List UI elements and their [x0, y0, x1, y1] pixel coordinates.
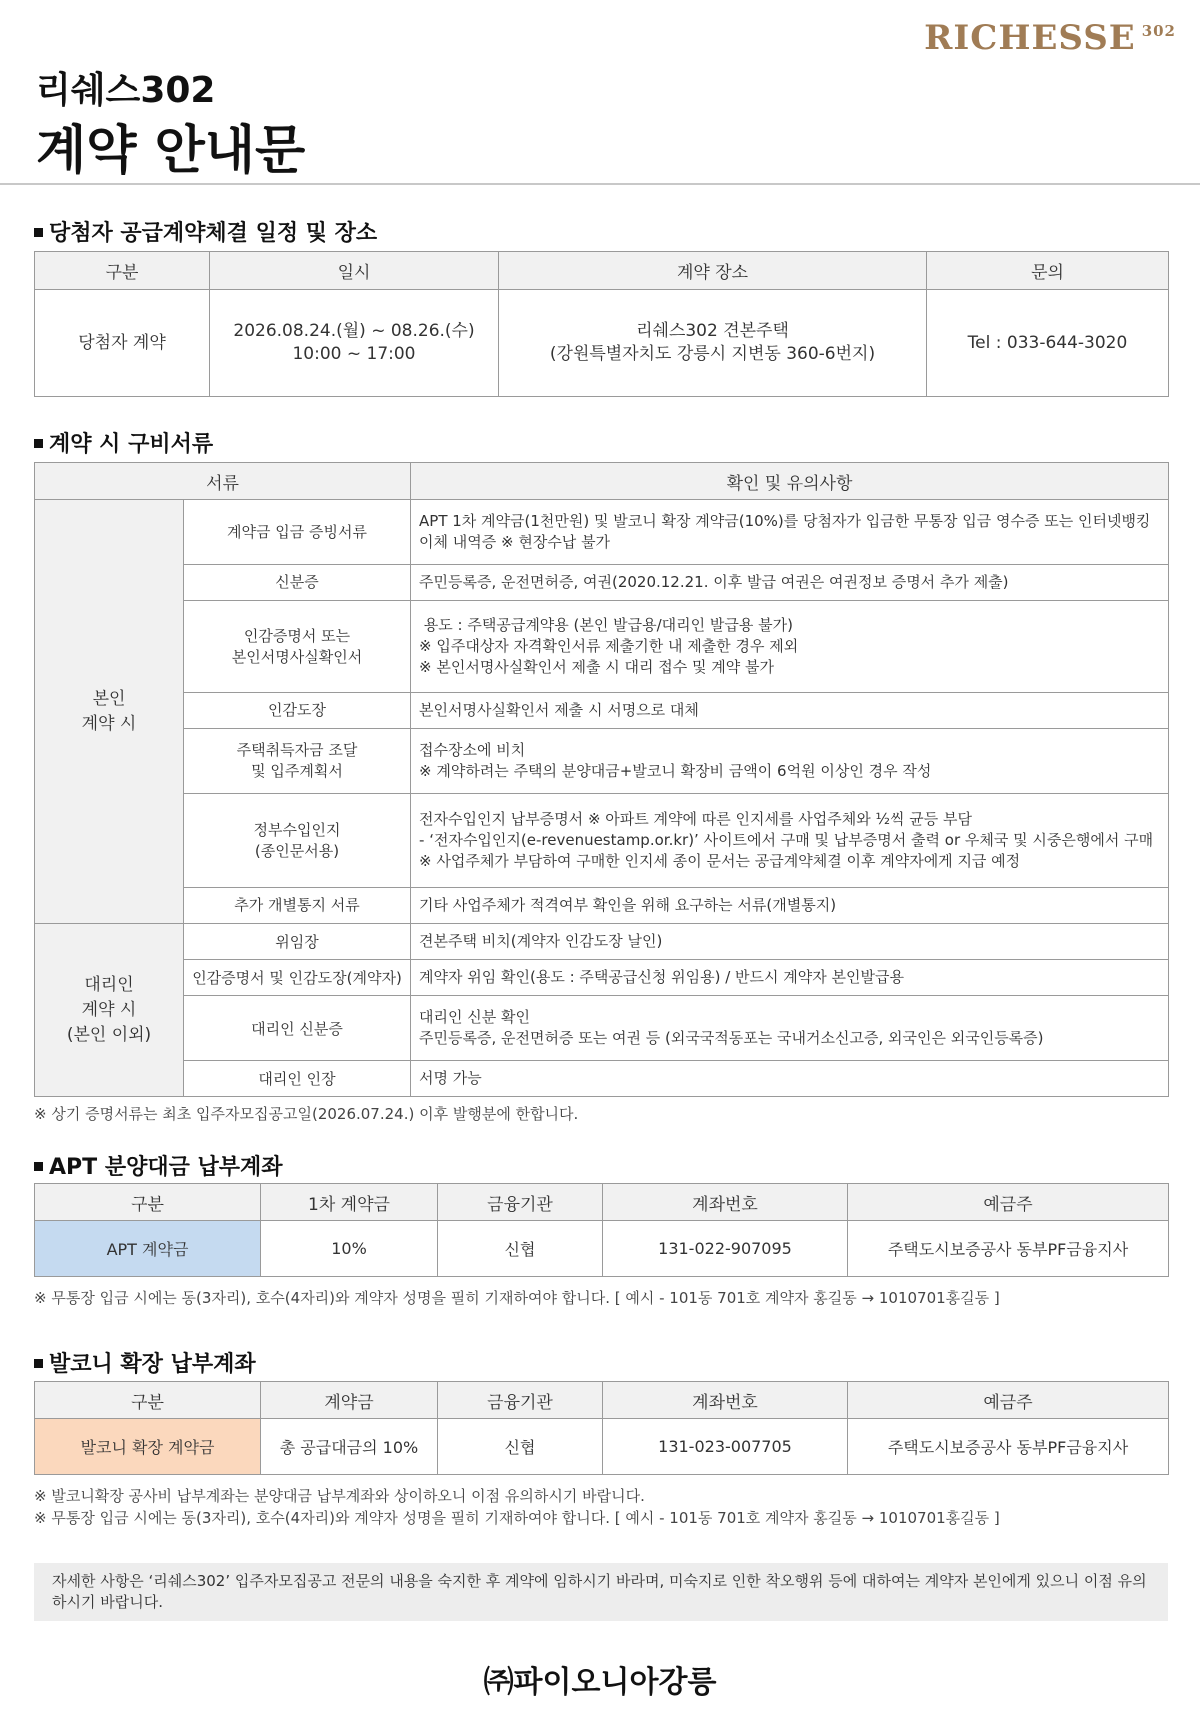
docs-table [34, 462, 1169, 1097]
square-bullet-icon [34, 1359, 43, 1368]
doc-note-line: ※ 본인서명사실확인서 제출 시 대리 접수 및 계약 불가 [419, 658, 775, 676]
schedule-header: 문의 [927, 252, 1169, 290]
apt-account-heading-text: APT 분양대금 납부계좌 [49, 1155, 283, 1180]
page-title-line1: 리쉐스302 [36, 70, 216, 111]
table-row [35, 794, 1169, 888]
table-row [35, 996, 1169, 1061]
balcony-account-notes [34, 1485, 1000, 1529]
schedule-header: 일시 [210, 252, 499, 290]
doc-note-line: - ‘전자수입인지(e-revenuestamp.or.kr)’ 사이트에서 구매 및 납부증명서 출력 or 우체국 및 시중은행에서 구매 [419, 831, 1154, 849]
doc-note-line: 주민등록증, 운전면허증 또는 여권 등 (외국국적동포는 국내거소신고증, 외국인은 외국인등록증) [419, 1029, 1044, 1047]
apt-account-header: 예금주 [848, 1184, 1169, 1221]
apt-account-header: 계좌번호 [603, 1184, 848, 1221]
doc-name [184, 794, 411, 888]
doc-note-line: ※ 입주대상자 자격확인서류 제출기한 내 제출한 경우 제외 [419, 637, 799, 655]
apt-account-header: 금융기관 [438, 1184, 603, 1221]
balcony-account-number[interactable]: 131-023-007705 [603, 1419, 848, 1475]
balcony-account-note: ※ 무통장 입금 시에는 동(3자리), 호수(4자리)와 계약자 성명을 필히 기재하여야 합니다. [ 예시 - 101동 701호 계약자 홍길동 → 1010701홍길동 ] [34, 1509, 1000, 1527]
doc-name [184, 693, 411, 729]
schedule-contact: Tel : 033-644-3020 [927, 290, 1169, 397]
doc-note [411, 729, 1169, 794]
company-name: ㈜파이오니아강릉 [483, 1665, 717, 1700]
balcony-account-bank: 신협 [438, 1419, 603, 1475]
schedule-header: 구분 [35, 252, 210, 290]
doc-note-line: ※ 사업주체가 부담하여 구매한 인지세 종이 문서는 공급계약체결 이후 계약자에게 지급 예정 [419, 852, 1021, 870]
apt-account-holder: 주택도시보증공사 동부PF금융지사 [848, 1221, 1169, 1277]
apt-account-header: 1차 계약금 [261, 1184, 438, 1221]
docs-header: 서류 [35, 463, 411, 500]
schedule-header: 계약 장소 [499, 252, 927, 290]
doc-note [411, 960, 1169, 996]
brand-sup: 302 [1141, 22, 1176, 40]
title-divider [0, 183, 1200, 185]
doc-note-line: 접수장소에 비치 [419, 741, 526, 759]
schedule-time-line: 10:00 ~ 17:00 [292, 344, 416, 364]
balcony-account-header: 예금주 [848, 1382, 1169, 1419]
doc-name-line: 본인서명사실확인서 [231, 647, 363, 666]
doc-note-line: 서명 가능 [419, 1069, 482, 1087]
doc-name-line: 신분증 [275, 573, 319, 591]
apt-account-heading [34, 1150, 283, 1181]
doc-note [411, 601, 1169, 693]
table-row [35, 693, 1169, 729]
doc-note [411, 794, 1169, 888]
docs-group-label: 계약 시 [81, 999, 137, 1020]
doc-note-line: 견본주택 비치(계약자 인감도장 날인) [419, 932, 663, 950]
doc-note-line: 용도 : 주택공급계약용 (본인 발급용/대리인 발급용 불가) [419, 616, 793, 634]
balcony-account-note: ※ 발코니확장 공사비 납부계좌는 분양대금 납부계좌와 상이하오니 이점 유의하시기 바랍니다. [34, 1487, 645, 1505]
doc-note [411, 996, 1169, 1061]
table-row [35, 601, 1169, 693]
doc-note-line: 계약자 위임 확인(용도 : 주택공급신청 위임용) / 반드시 계약자 본인발급용 [419, 968, 904, 986]
doc-name [184, 601, 411, 693]
doc-note-line: 기타 사업주체가 적격여부 확인을 위해 요구하는 서류(개별통지) [419, 896, 837, 914]
docs-header: 확인 및 유의사항 [411, 463, 1169, 500]
docs-group-self [35, 500, 184, 924]
apt-account-number[interactable]: 131-022-907095 [603, 1221, 848, 1277]
balcony-account-header: 금융기관 [438, 1382, 603, 1419]
balcony-account-header: 구분 [35, 1382, 261, 1419]
doc-name-line: 정부수입인지 [253, 820, 341, 839]
balcony-account-heading-text: 발코니 확장 납부계좌 [49, 1352, 256, 1377]
balcony-account-heading [34, 1347, 256, 1378]
doc-name-line: 및 입주계획서 [251, 762, 343, 780]
table-row [35, 888, 1169, 924]
doc-note-line: 전자수입인지 납부증명서 ※ 아파트 계약에 따른 인지세를 사업주체와 ½씩 균등 부담 [419, 810, 972, 828]
doc-note-line: ※ 계약하려는 주택의 분양대금+발코니 확장비 금액이 6억원 이상인 경우 작성 [419, 762, 932, 780]
doc-note-line: 대리인 신분 확인 [419, 1008, 530, 1026]
doc-name-line: 주택취득자금 조달 [236, 741, 358, 759]
balcony-account-rate: 총 공급대금의 10% [261, 1419, 438, 1475]
square-bullet-icon [34, 228, 43, 237]
schedule-place-line: 리쉐스302 견본주택 [636, 321, 789, 341]
balcony-account-header: 계약금 [261, 1382, 438, 1419]
doc-note-line: 본인서명사실확인서 제출 시 서명으로 대체 [419, 701, 699, 719]
doc-name-line: 인감증명서 또는 [243, 626, 351, 645]
docs-group-label: 본인 [92, 688, 126, 709]
balcony-account-holder: 주택도시보증공사 동부PF금융지사 [848, 1419, 1169, 1475]
docs-group-proxy [35, 924, 184, 1097]
page-title-line2: 계약 안내문 [36, 121, 306, 181]
schedule-heading [34, 216, 377, 247]
table-row [35, 1061, 1169, 1097]
doc-name-line: (종인문서용) [254, 841, 340, 860]
brand-logo [924, 18, 1176, 58]
balcony-account-table [34, 1381, 1169, 1475]
doc-note [411, 500, 1169, 565]
doc-name [184, 729, 411, 794]
docs-group-label: 대리인 [84, 974, 134, 995]
table-row [35, 500, 1169, 565]
doc-note [411, 693, 1169, 729]
schedule-heading-text: 당첨자 공급계약체결 일정 및 장소 [49, 221, 378, 246]
apt-account-type: APT 계약금 [35, 1221, 261, 1277]
doc-note [411, 924, 1169, 960]
doc-name: 대리인 신분증 [184, 996, 411, 1061]
schedule-address-line: (강원특별자치도 강릉시 지변동 360-6번지) [549, 344, 876, 364]
table-row [35, 924, 1169, 960]
doc-note-line: 주민등록증, 운전면허증, 여권(2020.12.21. 이후 발급 여권은 여권정보 증명서 추가 제출) [419, 573, 1009, 591]
table-row [35, 565, 1169, 601]
balcony-account-header: 계좌번호 [603, 1382, 848, 1419]
balcony-account-type: 발코니 확장 계약금 [35, 1419, 261, 1475]
doc-name-line: 인감도장 [268, 701, 326, 719]
docs-group-label: 계약 시 [81, 713, 137, 734]
doc-note [411, 888, 1169, 924]
brand-name: RICHESSE [924, 18, 1136, 58]
doc-name: 인감증명서 및 인감도장(계약자) [184, 960, 411, 996]
schedule-date-line: 2026.08.24.(월) ~ 08.26.(수) [233, 321, 475, 341]
schedule-date [210, 290, 499, 397]
doc-note-line: 이체 내역증 ※ 현장수납 불가 [419, 533, 611, 551]
doc-name: 대리인 인장 [184, 1061, 411, 1097]
doc-note-line: APT 1차 계약금(1천만원) 및 발코니 확장 계약금(10%)를 당첨자가 입금한 무통장 입금 영수증 또는 인터넷뱅킹 [419, 512, 1151, 530]
schedule-type: 당첨자 계약 [35, 290, 210, 397]
apt-account-table [34, 1183, 1169, 1277]
doc-name: 위임장 [184, 924, 411, 960]
doc-note [411, 565, 1169, 601]
docs-footnote: ※ 상기 증명서류는 최초 입주자모집공고일(2026.07.24.) 이후 발행분에 한합니다. [34, 1105, 579, 1123]
schedule-place [499, 290, 927, 397]
apt-account-header: 구분 [35, 1184, 261, 1221]
doc-name [184, 500, 411, 565]
doc-name-line: 추가 개별통지 서류 [234, 896, 360, 914]
square-bullet-icon [34, 1162, 43, 1171]
table-row [35, 729, 1169, 794]
square-bullet-icon [34, 439, 43, 448]
apt-account-rate: 10% [261, 1221, 438, 1277]
notice-box: 자세한 사항은 ‘리쉐스302’ 입주자모집공고 전문의 내용을 숙지한 후 계약에 임하시기 바라며, 미숙지로 인한 착오행위 등에 대하여는 계약자 본인에게 있으니 이점 유의하시기 바랍니다. [34, 1563, 1168, 1621]
doc-name [184, 565, 411, 601]
docs-group-label: (본인 이외) [66, 1024, 152, 1045]
apt-account-note: ※ 무통장 입금 시에는 동(3자리), 호수(4자리)와 계약자 성명을 필히 기재하여야 합니다. [ 예시 - 101동 701호 계약자 홍길동 → 1010701홍길동 ] [34, 1289, 1000, 1307]
docs-heading [34, 427, 213, 458]
doc-name [184, 888, 411, 924]
doc-note [411, 1061, 1169, 1097]
docs-heading-text: 계약 시 구비서류 [49, 432, 214, 457]
apt-account-bank: 신협 [438, 1221, 603, 1277]
table-row [35, 960, 1169, 996]
schedule-table [34, 251, 1169, 397]
doc-name-line: 계약금 입금 증빙서류 [227, 522, 367, 541]
